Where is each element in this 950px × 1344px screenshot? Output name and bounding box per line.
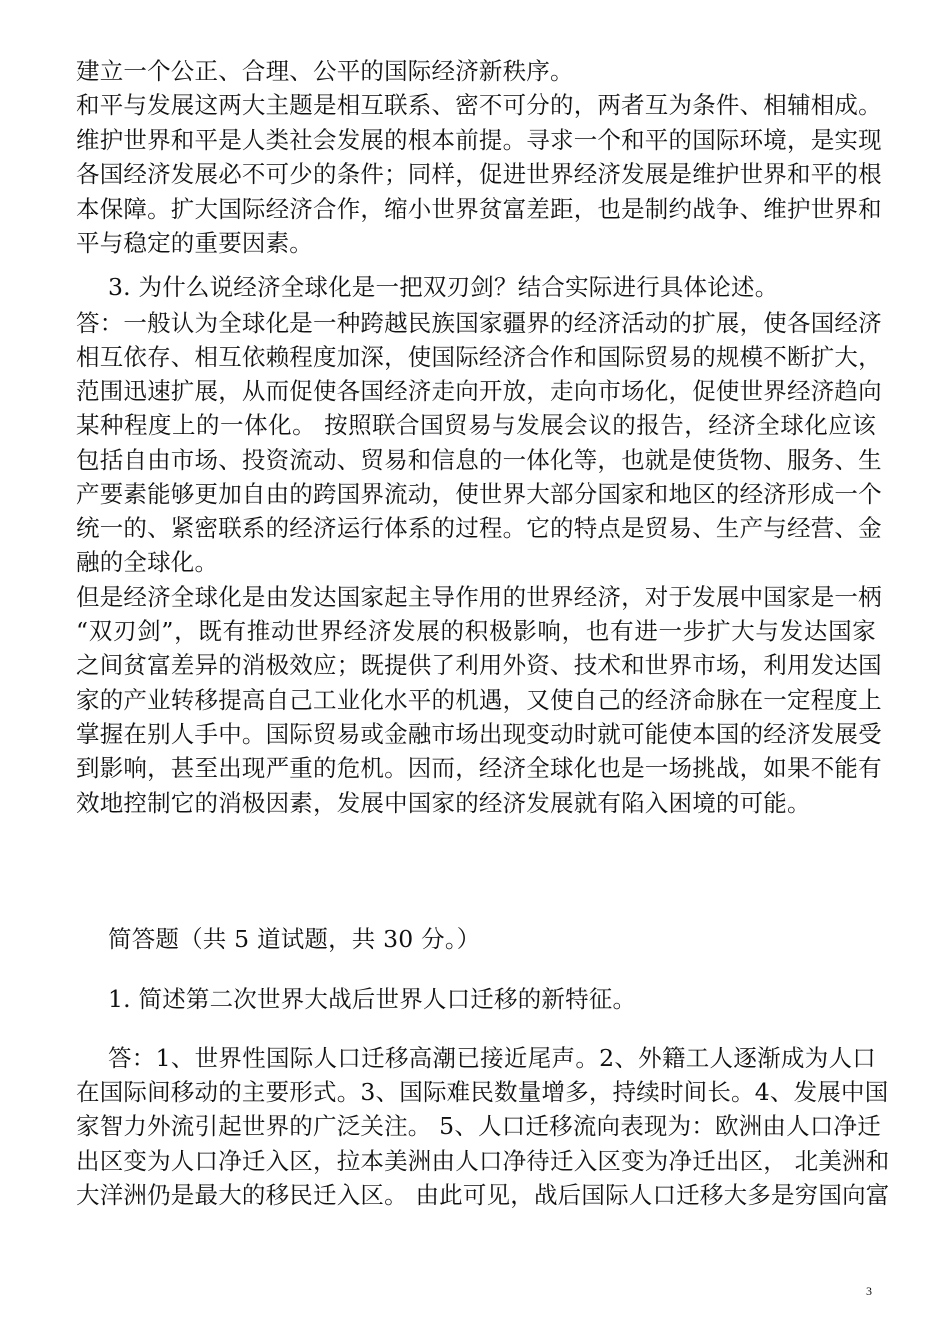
text-line: 维护世界和平是人类社会发展的根本前提。寻求一个和平的国际环境，是实现	[76, 126, 882, 154]
answer-line: 统一的、紧密联系的经济运行体系的过程。它的特点是贸易、生产与经营、金	[76, 514, 882, 542]
answer-line: 效地控制它的消极因素，发展中国家的经济发展就有陷入困境的可能。	[76, 789, 811, 817]
text-line: 和平与发展这两大主题是相互联系、密不可分的，两者互为条件、相辅相成。	[76, 91, 882, 119]
answer-line: 大洋洲仍是最大的移民迁入区。 由此可见，战后国际人口迁移大多是穷国向富	[76, 1181, 890, 1209]
answer-line: 家智力外流引起世界的广泛关注。 5、人口迁移流向表现为：欧洲由人口净迁	[76, 1112, 881, 1140]
answer-line: 答：1、世界性国际人口迁移高潮已接近尾声。2、外籍工人逐渐成为人口	[108, 1044, 876, 1072]
answer-line: 范围迅速扩展，从而促使各国经济走向开放，走向市场化，促使世界经济趋向	[76, 377, 882, 405]
answer-line: 但是经济全球化是由发达国家起主导作用的世界经济，对于发展中国家是一柄	[76, 583, 882, 611]
question-title: 3. 为什么说经济全球化是一把双刃剑？结合实际进行具体论述。	[108, 273, 779, 301]
answer-line: 在国际间移动的主要形式。3、国际难民数量增多，持续时间长。4、发展中国	[76, 1078, 889, 1106]
section-heading: 简答题（共 5 道试题，共 30 分。）	[108, 925, 481, 953]
answer-line: 出区变为人口净迁入区，拉本美洲由人口净待迁入区变为净迁出区， 北美洲和	[76, 1147, 890, 1175]
text-line: 平与稳定的重要因素。	[76, 229, 313, 257]
answer-line: 融的全球化。	[76, 548, 219, 576]
answer-line: 家的产业转移提高自己工业化水平的机遇，又使自己的经济命脉在一定程度上	[76, 686, 882, 714]
answer-line: “双刃剑”，既有推动世界经济发展的积极影响，也有进一步扩大与发达国家	[76, 617, 876, 645]
answer-line: 之间贫富差异的消极效应；既提供了利用外资、技术和世界市场，利用发达国	[76, 651, 882, 679]
answer-line: 包括自由市场、投资流动、贸易和信息的一体化等，也就是使货物、服务、生	[76, 446, 882, 474]
answer-line: 相互依存、相互依赖程度加深，使国际经济合作和国际贸易的规模不断扩大，	[76, 343, 882, 371]
text-line: 本保障。扩大国际经济合作，缩小世界贫富差距，也是制约战争、维护世界和	[76, 195, 882, 223]
text-line: 各国经济发展必不可少的条件；同样，促进世界经济发展是维护世界和平的根	[76, 160, 882, 188]
question-title: 1. 简述第二次世界大战后世界人口迁移的新特征。	[108, 985, 637, 1013]
answer-line: 产要素能够更加自由的跨国界流动，使世界大部分国家和地区的经济形成一个	[76, 480, 882, 508]
answer-line: 到影响，甚至出现严重的危机。因而，经济全球化也是一场挑战，如果不能有	[76, 754, 882, 782]
text-line: 建立一个公正、合理、公平的国际经济新秩序。	[76, 57, 574, 85]
answer-line: 某种程度上的一体化。 按照联合国贸易与发展会议的报告，经济全球化应该	[76, 411, 876, 439]
page-number: 3	[866, 1284, 872, 1298]
answer-line: 答：一般认为全球化是一种跨越民族国家疆界的经济活动的扩展，使各国经济	[76, 309, 882, 337]
answer-line: 掌握在别人手中。国际贸易或金融市场出现变动时就可能使本国的经济发展受	[76, 720, 882, 748]
